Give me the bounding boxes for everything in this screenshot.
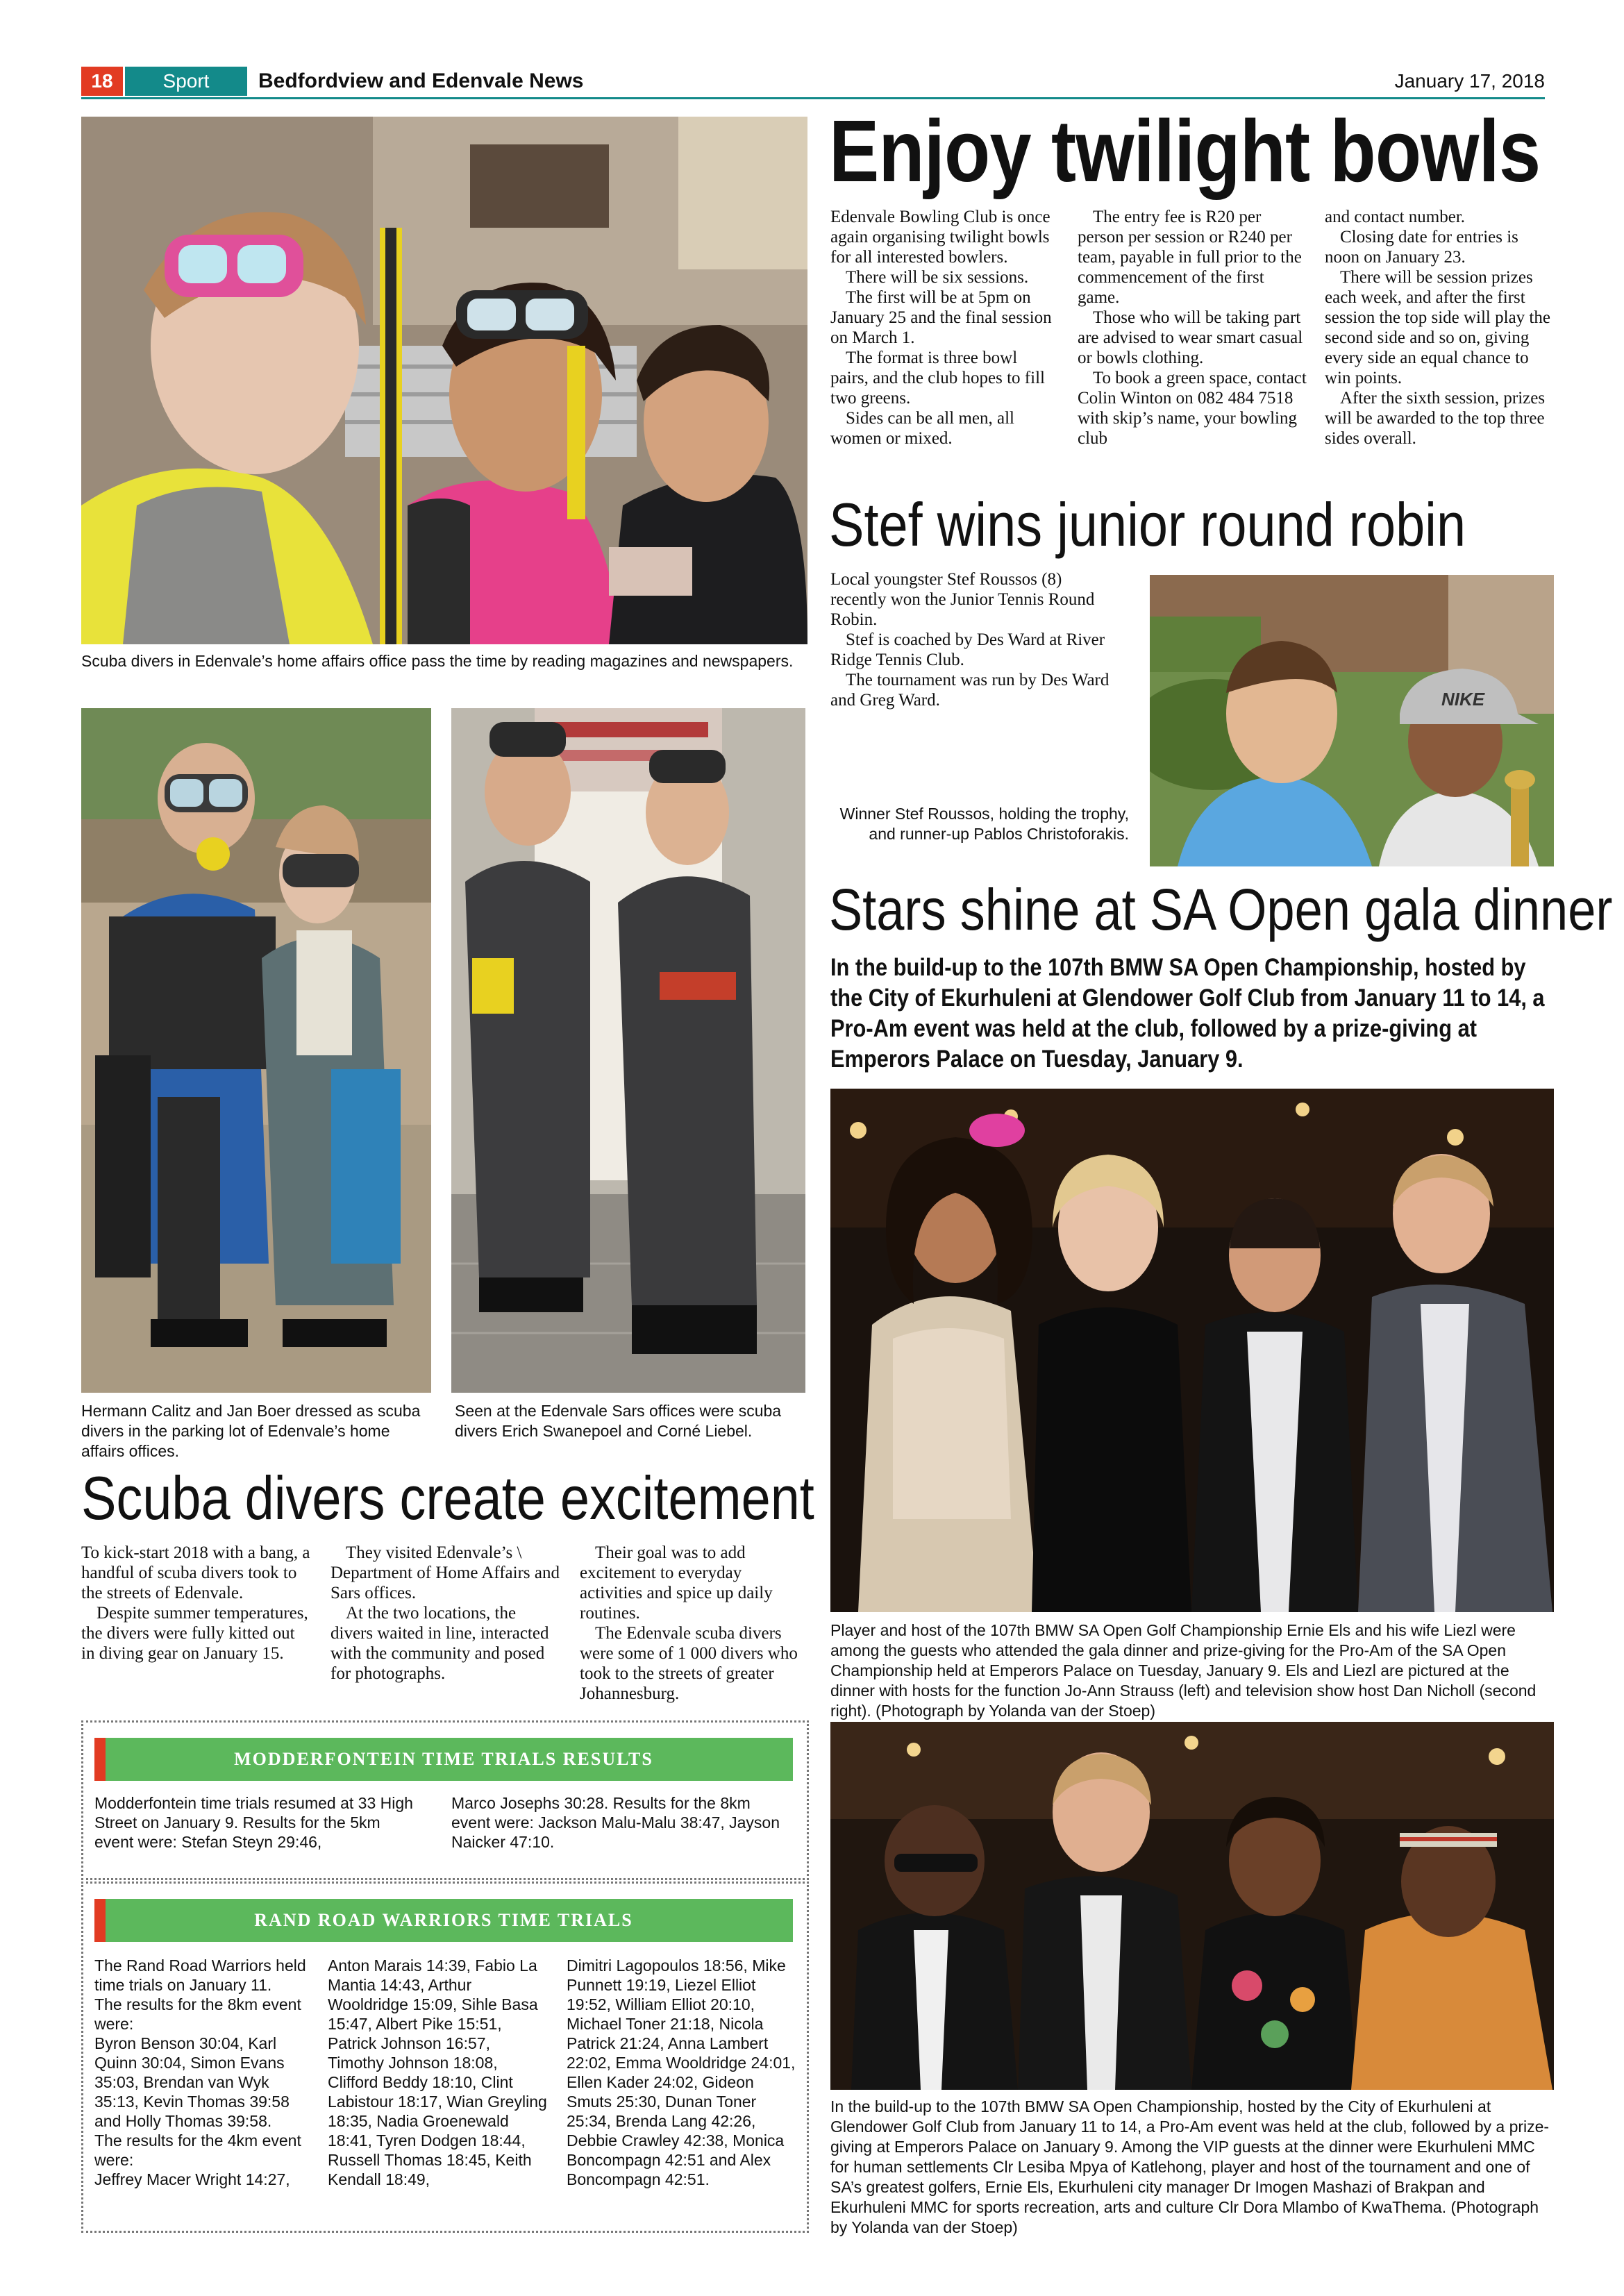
modderfontein-col-2: Marco Josephs 30:28. Results for the 8km event were: Jackson Malu-Malu 38:47, Jayson Naicker 47:10. [451,1794,780,1851]
caption-scuba-parking: Hermann Calitz and Jan Boer dressed as scuba divers in the parking lot of Edenvale’s home affairs offices. [81,1402,421,1460]
stef-para: The tournament was run by Des Ward and Greg Ward. [830,671,1110,710]
twilight-headline: Enjoy twilight bowls [829,102,1541,200]
caption-scuba-home-affairs: Scuba divers in Edenvale’s home affairs office pass the time by reading magazines and newspapers. [81,652,794,670]
issue-date: January 17, 2018 [1394,70,1545,92]
section-label: Sport [125,67,247,96]
scuba-para: The Edenvale scuba divers were some of 1 000 divers who took to the streets of greater Johannesburg. [580,1624,798,1703]
rand-road-band [94,1899,793,1942]
gala-headline: Stars shine at SA Open gala dinner [829,877,1613,942]
scuba-para: At the two locations, the divers waited in line, interacted with the community and posed for photographs. [330,1604,549,1683]
rand-road-col-3: Dimitri Lagopoulos 18:56, Mike Punnett 19:19, Liezel Elliot 19:52, William Elliot 20:10, Michael Toner 21:18, Nicola Patrick 21:24, Anna Lambert 22:02, Emma Wooldridge 24:01, Ellen Kader 24:02, Gideon Smuts 25:30, Dunan Toner 25:34, Brenda Lang 42:26, Debbie Crawley 42:38, Monica Boncompagn 42:51 and Alex Boncompagn 42:51. [567,1956,796,2188]
twilight-col-3 [1325,207,1551,449]
twilight-para: Edenvale Bowling Club is once again organising twilight bowls for all interested bowlers. [830,208,1050,267]
twilight-para: After the sixth session, prizes will be awarded to the top three sides overall. [1325,389,1546,448]
publication-name: Bedfordview and Edenvale News [258,69,584,92]
twilight-para: There will be session prizes each week, and after the first session the top side will play the second side and so on, giving every side an equal chance to win points. [1325,268,1550,387]
scuba-col-3 [580,1543,806,1704]
stef-body [830,569,1122,710]
modderfontein-title: MODDERFONTEIN TIME TRIALS RESULTS [234,1749,653,1769]
twilight-para: The first will be at 5pm on January 25 and the final session on March 1. [830,288,1052,347]
photo-scuba-parking [81,708,431,1393]
page-number: 18 [81,67,123,96]
scuba-headline-wrap [81,1465,817,1532]
rand-road-col-1 [94,1956,310,2189]
twilight-para: Closing date for entries is noon on January 23. [1325,228,1518,267]
rand-road-line: The results for the 4km event were: [94,2131,301,2169]
modderfontein-band [94,1738,793,1781]
rand-road-box [81,1882,809,2233]
photo-scuba-home-affairs [81,117,807,644]
twilight-para: Sides can be all men, all women or mixed. [830,409,1014,448]
stef-headline: Stef wins junior round robin [829,490,1466,559]
gala-standfirst-text: In the build-up to the 107th BMW SA Open Championship, hosted by the City of Ekurhuleni at Glendower Golf Club from January 11 to 14, a Pro-Am event was held at the club, followed by a prize-giving at Emperors Palace on Tuesday, January 9. [830,954,1545,1073]
caption-scuba-sars: Seen at the Edenvale Sars offices were scuba divers Erich Swanepoel and Corné Liebel. [455,1402,782,1440]
modderfontein-col-1: Modderfontein time trials resumed at 33 High Street on January 9. Results for the 5km event were: Stefan Steyn 29:46, [94,1794,413,1851]
rand-road-line: Jeffrey Macer Wright 14:27, [94,2170,290,2188]
twilight-para: The format is three bowl pairs, and the club hopes to fill two greens. [830,349,1045,408]
twilight-para: To book a green space, contact Colin Winton on 082 484 7518 with skip’s name, your bowling club [1078,369,1307,448]
scuba-col-2 [330,1543,560,1684]
twilight-col-2 [1078,207,1307,449]
stef-para: Stef is coached by Des Ward at River Ridge Tennis Club. [830,630,1105,669]
twilight-col-1 [830,207,1060,449]
photo-gala-els-liezl [830,1089,1554,1612]
stef-headline-wrap [829,492,1565,558]
photo-scuba-sars [451,708,805,1393]
scuba-para: Despite summer temperatures, the divers were fully kitted out in diving gear on January 15. [81,1604,308,1663]
modderfontein-box [81,1720,809,1880]
rand-road-line: The results for the 8km event were: [94,1995,301,2033]
twilight-headline-wrap [829,103,1565,200]
scuba-para: To kick-start 2018 with a bang, a handful of scuba divers took to the streets of Edenvale. [81,1543,310,1602]
rand-road-line: The Rand Road Warriors held time trials on January 11. [94,1956,306,1994]
caption-gala-els-liezl: Player and host of the 107th BMW SA Open Golf Championship Ernie Els and his wife Liezl were among the guests who attended the gala dinner and prize-giving for the Pro-Am of the SA Open Championship held at Emperors Palace on Tuesday, January 9. Els and Liezl are pictured at the dinner with hosts for the function Jo-Ann Strauss (left) and television show host Dan Nicholl (second right). (Photograph by Yolanda van der Stoep) [830,1621,1537,1720]
caption-stef: Winner Stef Roussos, holding the trophy, and runner-up Pablos Christoforakis. [839,805,1129,843]
rand-road-title: RAND ROAD WARRIORS TIME TRIALS [254,1910,633,1930]
cap-logo-text: NIKE [1441,689,1485,710]
photo-stef-tennis [1150,575,1554,866]
rand-road-line: Byron Benson 30:04, Karl Quinn 30:04, Simon Evans 35:03, Brendan van Wyk 35:13, Kevin Thomas 39:58 and Holly Thomas 39:58. [94,2034,290,2130]
header-rule [81,97,1545,99]
gala-headline-wrap [829,876,1613,943]
stef-para: Local youngster Stef Roussos (8) recently won the Junior Tennis Round Robin. [830,570,1095,629]
caption-gala-vip: In the build-up to the 107th BMW SA Open Championship, hosted by the City of Ekurhuleni at Glendower Golf Club from January 11 to 14, a Pro-Am event was held at the club, followed by a prize-giving at Emperors Palace on January 9. Among the VIP guests at the dinner were Ekurhuleni MMC for human settlements Clr Lesiba Mpya of Katlehong, player and host of the tournament and one of SA’s greatest golfers, Ernie Els, Ekurhuleni city manager Dr Imogen Mashazi of Brakpan and Ekurhuleni MMC for sports recreation, arts and culture Clr Dora Mlambo of KwaThema. (Photograph by Yolanda van der Stoep) [830,2097,1550,2236]
scuba-para: They visited Edenvale’s \ Department of Home Affairs and Sars offices. [330,1543,560,1602]
twilight-para: There will be six sessions. [846,268,1029,287]
photo-gala-vip [830,1722,1554,2090]
twilight-para: and contact number. [1325,208,1466,226]
scuba-col-1 [81,1543,310,1664]
gala-standfirst [830,953,1552,1075]
scuba-para: Their goal was to add excitement to everyday activities and spice up daily routines. [580,1543,773,1623]
rand-road-col-2: Anton Marais 14:39, Fabio La Mantia 14:43, Arthur Wooldridge 15:09, Sihle Basa 15:47, Albert Pike 15:51, Patrick Johnson 16:57, Timothy Johnson 18:08, Clifford Beddy 18:10, Clint Labistour 18:17, Wian Greyling 18:35, Nadia Groenewald 18:41, Tyren Dodgen 18:44, Russell Thomas 18:45, Keith Kendall 18:49, [328,1956,547,2188]
twilight-para: The entry fee is R20 per person per session or R240 per team, payable in full prior to the commencement of the first game. [1078,208,1302,307]
twilight-para: Those who will be taking part are advised to wear smart casual or bowls clothing. [1078,308,1303,367]
scuba-headline: Scuba divers create excitement [81,1464,814,1532]
